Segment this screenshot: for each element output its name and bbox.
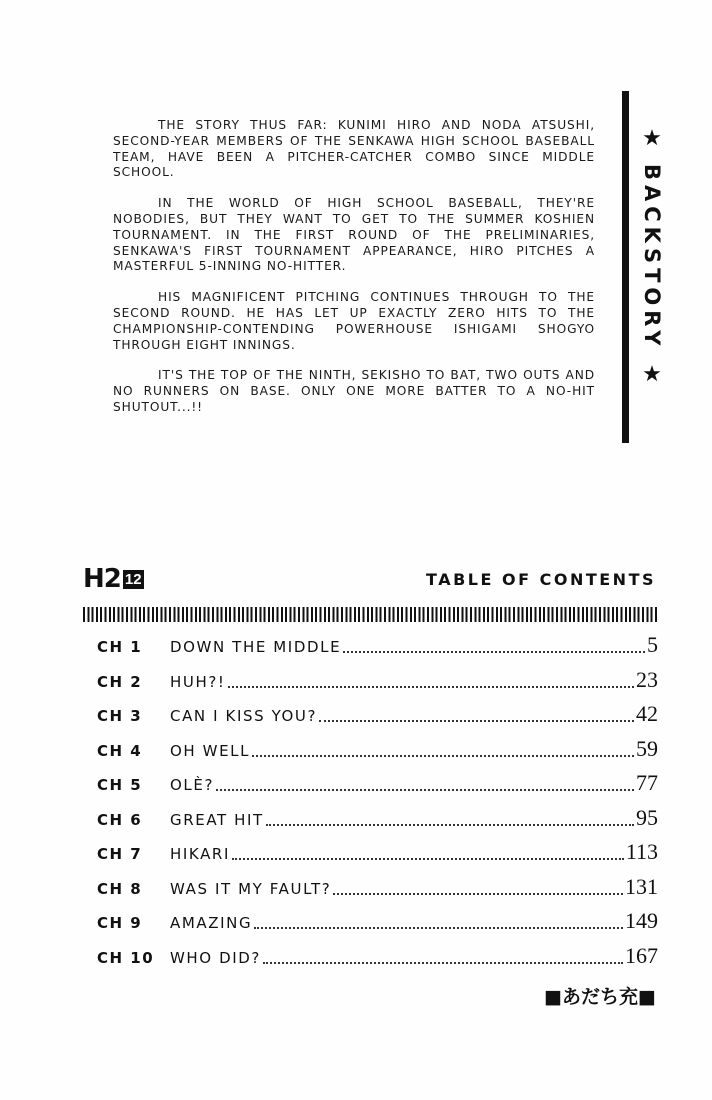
chapter-title: WHO DID?	[170, 948, 261, 967]
chapter-number: CH 1	[97, 638, 143, 656]
leader-dots	[252, 755, 634, 757]
chapter-title: HUH?!	[170, 672, 226, 691]
chapter-number: CH 10	[97, 948, 155, 967]
toc-heading: TABLE OF CONTENTS	[426, 570, 656, 589]
chapter-number: CH 5	[97, 776, 143, 794]
chapter-number: CH 9	[97, 914, 143, 932]
toc-row[interactable]	[97, 839, 658, 874]
toc-row[interactable]	[97, 908, 658, 943]
chapter-number: CH 8	[97, 879, 143, 898]
page-number: 59	[636, 735, 658, 761]
page-number: 77	[636, 770, 658, 795]
chapter-number: CH 2	[97, 672, 143, 691]
page-number: 113	[625, 839, 658, 864]
chapter-title: OLÈ?	[170, 776, 215, 794]
page-number: 23	[636, 666, 658, 692]
toc-row[interactable]	[97, 701, 658, 736]
chapter-title: AMAZING	[170, 914, 253, 932]
chapter-title: GREAT HIT	[170, 810, 264, 829]
series-logo	[83, 566, 144, 592]
volume-badge: 12	[124, 570, 142, 588]
chapter-number: CH 6	[97, 810, 143, 829]
backstory-paragraph: HIS MAGNIFICENT PITCHING CONTINUES THROUGH TO THE SECOND ROUND. HE HAS LET UP EXACTLY ZERO HITS TO THE CHAMPIONSHIP-CONTENDING POWERHOUSE ISHIGAMI SHOGYO THROUGH EIGHT INNINGS.	[113, 290, 595, 352]
chapter-number: CH 4	[97, 741, 143, 760]
toc-row[interactable]	[97, 736, 658, 771]
table-of-contents	[97, 632, 658, 977]
toc-row[interactable]	[97, 770, 658, 805]
toc-row[interactable]	[97, 943, 658, 978]
page-number: 131	[625, 873, 658, 899]
leader-dots	[228, 686, 634, 688]
chapter-number: CH 3	[97, 707, 143, 725]
toc-row[interactable]	[97, 805, 658, 840]
toc-row[interactable]	[97, 874, 658, 909]
leader-dots	[343, 651, 645, 653]
star-icon: ★	[642, 362, 662, 388]
tick-divider	[83, 607, 657, 622]
backstory-paragraph: IN THE WORLD OF HIGH SCHOOL BASEBALL, THEY'RE NOBODIES, BUT THEY WANT TO GET TO THE SUMMER KOSHIEN TOURNAMENT. IN THE FIRST ROUND OF THE PRELIMINARIES, SENKAWA'S FIRST TOURNAMENT APPEARANCE, HIRO PITCHES A MASTERFUL 5-INNING NO-HITTER.	[113, 196, 595, 274]
chapter-title: DOWN THE MIDDLE	[170, 638, 342, 656]
leader-dots	[266, 824, 634, 826]
page-number: 5	[647, 632, 658, 657]
backstory-text	[113, 118, 595, 431]
leader-dots	[319, 720, 634, 722]
page-number: 149	[625, 908, 658, 933]
author-credit: ■あだち充■	[544, 986, 656, 1008]
page-number: 95	[636, 804, 658, 830]
toc-row[interactable]	[97, 667, 658, 702]
leader-dots	[216, 789, 634, 791]
leader-dots	[263, 962, 623, 964]
leader-dots	[232, 858, 624, 860]
leader-dots	[254, 927, 623, 929]
backstory-side-label	[638, 128, 666, 418]
leader-dots	[333, 893, 623, 895]
chapter-title: WAS IT MY FAULT?	[170, 879, 332, 898]
chapter-title: CAN I KISS YOU?	[170, 707, 318, 725]
backstory-heading: BACKSTORY	[640, 164, 664, 351]
page-number: 42	[636, 701, 658, 726]
chapter-number: CH 7	[97, 845, 143, 863]
backstory-paragraph: THE STORY THUS FAR: KUNIMI HIRO AND NODA ATSUSHI, SECOND-YEAR MEMBERS OF THE SENKAWA HIGH SCHOOL BASEBALL TEAM, HAVE BEEN A PITCHER-CATCHER COMBO SINCE MIDDLE SCHOOL.	[113, 118, 595, 180]
vertical-divider	[622, 91, 629, 443]
star-icon: ★	[642, 126, 662, 151]
page-number: 167	[625, 942, 658, 968]
toc-row[interactable]	[97, 632, 658, 667]
backstory-paragraph: IT'S THE TOP OF THE NINTH, SEKISHO TO BAT, TWO OUTS AND NO RUNNERS ON BASE. ONLY ONE MORE BATTER TO A NO-HIT SHUTOUT...!!	[113, 368, 595, 414]
chapter-title: OH WELL	[170, 741, 251, 760]
series-title: H2	[83, 564, 121, 594]
chapter-title: HIKARI	[170, 845, 230, 863]
